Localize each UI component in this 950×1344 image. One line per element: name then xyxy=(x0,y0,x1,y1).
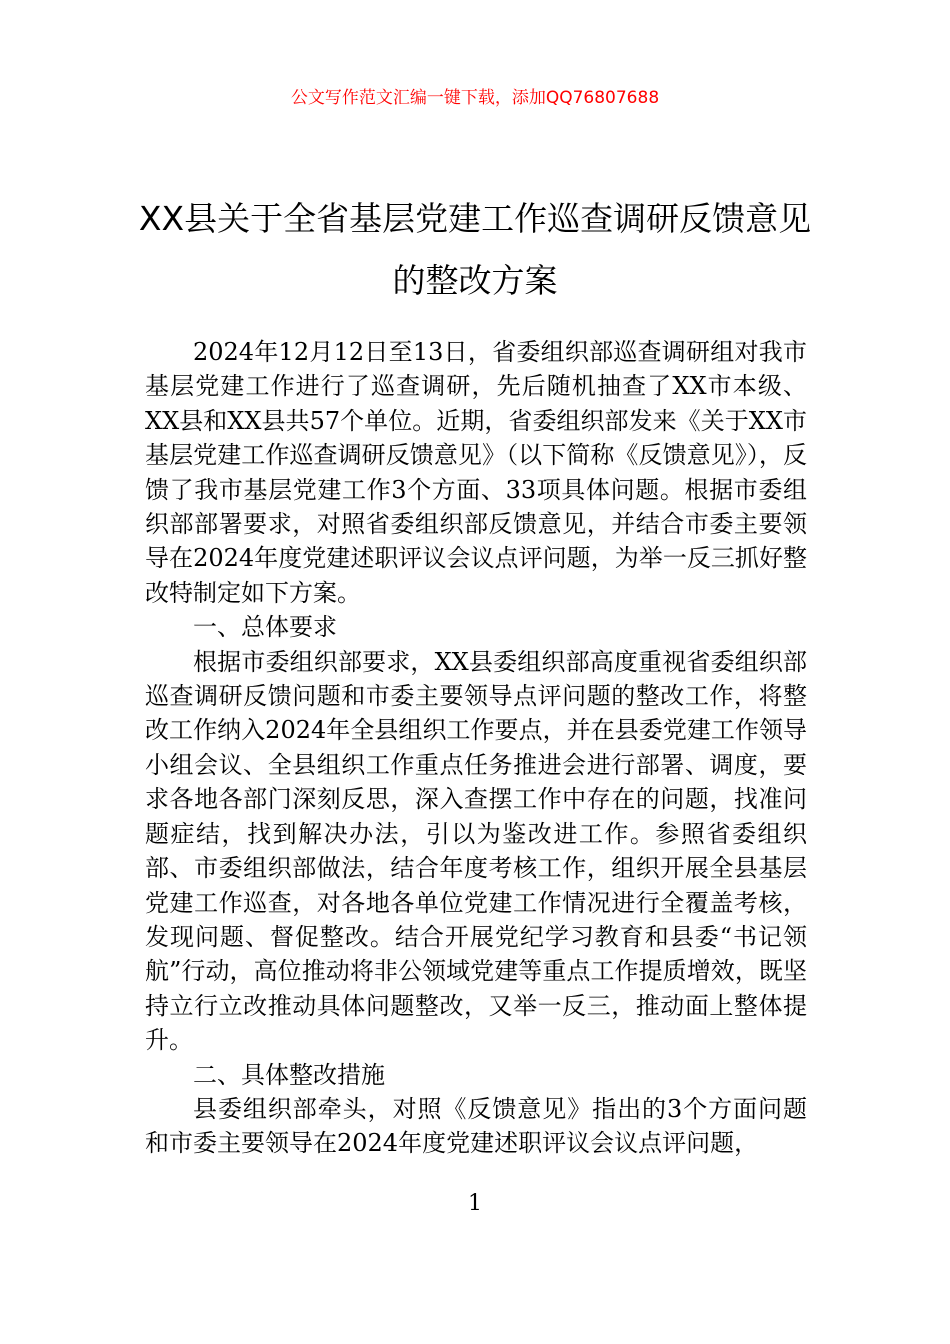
document-body xyxy=(145,335,807,1161)
section-heading-general-requirements: 一、总体要求 xyxy=(193,613,337,642)
section-heading-specific-measures: 二、具体整改措施 xyxy=(193,1060,385,1089)
paragraph-intro: 2024年12月12日至13日，省委组织部巡查调研组对我市基层党建工作进行了巡查调研，先后随机抽查了XX市本级、XX县和XX县共57个单位。近期，省委组织部发来《关于XX市基层党建工作巡查调研反馈意见》（以下简称《反馈意见》），反馈了我市基层党建工作3个方面、33项具体问题。根据市委组织部部署要求，对照省委组织部反馈意见，并结合市委主要领导在2024年度党建述职评议会议点评问题，为举一反三抓好整改特制定如下方案。 xyxy=(145,338,807,607)
page-number: 1 xyxy=(468,1191,482,1216)
document-title: XX县关于全省基层党建工作巡查调研反馈意见的整改方案 xyxy=(138,199,812,301)
paragraph-general-requirements: 根据市委组织部要求，XX县委组织部高度重视省委组织部巡查调研反馈问题和市委主要领导点评问题的整改工作，将整改工作纳入2024年全县组织工作要点，并在县委党建工作领导小组会议、全县组织工作重点任务推进会进行部署、调度，要求各地各部门深刻反思，深入查摆工作中存在的问题，找准问题症结，找到解决办法，引以为鉴改进工作。参照省委组织部、市委组织部做法，结合年度考核工作，组织开展全县基层党建工作巡查，对各地各单位党建工作情况进行全覆盖考核，发现问题、督促整改。结合开展党纪学习教育和县委“书记领航”行动，高位推动将非公领域党建等重点工作提质增效，既坚持立行立改推动具体问题整改，又举一反三，推动面上整体提升。 xyxy=(145,647,807,1055)
watermark-text: 公文写作范文汇编一键下载，添加QQ76807688 xyxy=(290,88,660,108)
paragraph-specific-measures: 县委组织部牵头，对照《反馈意见》指出的3个方面问题和市委主要领导在2024年度党建述职评议会议点评问题， xyxy=(145,1094,807,1158)
